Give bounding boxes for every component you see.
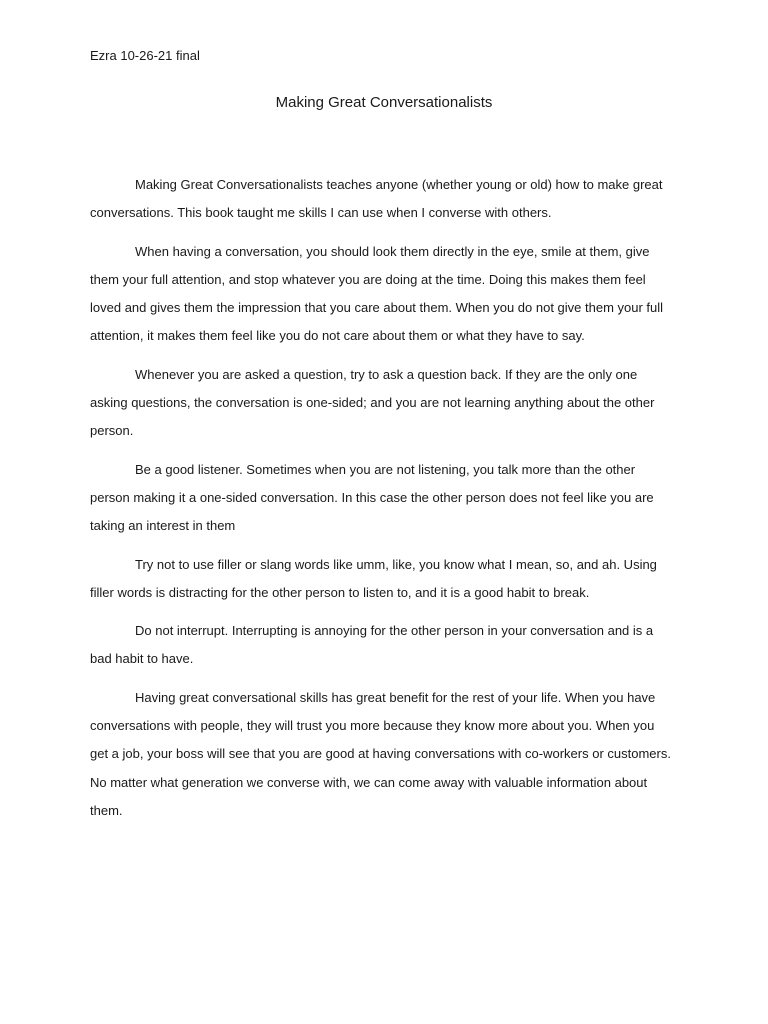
paragraph: Making Great Conversationalists teaches anyone (whether young or old) how to make great conversations. This book taught me skills I can use when I converse with others. — [90, 177, 663, 221]
paragraph: Do not interrupt. Interrupting is annoying for the other person in your conversation and is a bad habit to have. — [90, 623, 654, 667]
paragraph: Having great conversational skills has great benefit for the rest of your life. When you have conversations with people, they will trust you more because they know more about you. When you get a job, your boss will see that you are good at having conversations with co-workers or customers. No matter what generation we converse with, we can come away with valuable information about them. — [90, 689, 671, 818]
paragraph: Try not to use filler or slang words like umm, like, you know what I mean, so, and ah. Using filler words is distracting for the other person to listen to, and it is a good habit to break. — [90, 556, 657, 600]
paragraph: Be a good listener. Sometimes when you are not listening, you talk more than the other person making it a one-sided conversation. In this case the other person does not feel like you are taking an interest in them — [90, 461, 654, 534]
document-body — [90, 171, 675, 835]
document-title: Making Great Conversationalists — [275, 94, 493, 111]
paragraph: Whenever you are asked a question, try to ask a question back. If they are the only one asking questions, the conversation is one-sided; and you are not learning anything about the other person. — [90, 366, 655, 439]
header-text: Ezra 10-26-21 final — [90, 48, 200, 63]
paragraph: When having a conversation, you should look them directly in the eye, smile at them, give them your full attention, and stop whatever you are doing at the time. Doing this makes them feel loved and gives them the impression that you care about them. When you do not give them your full attention, it makes them feel like you do not care about them or what they have to say. — [90, 243, 664, 344]
